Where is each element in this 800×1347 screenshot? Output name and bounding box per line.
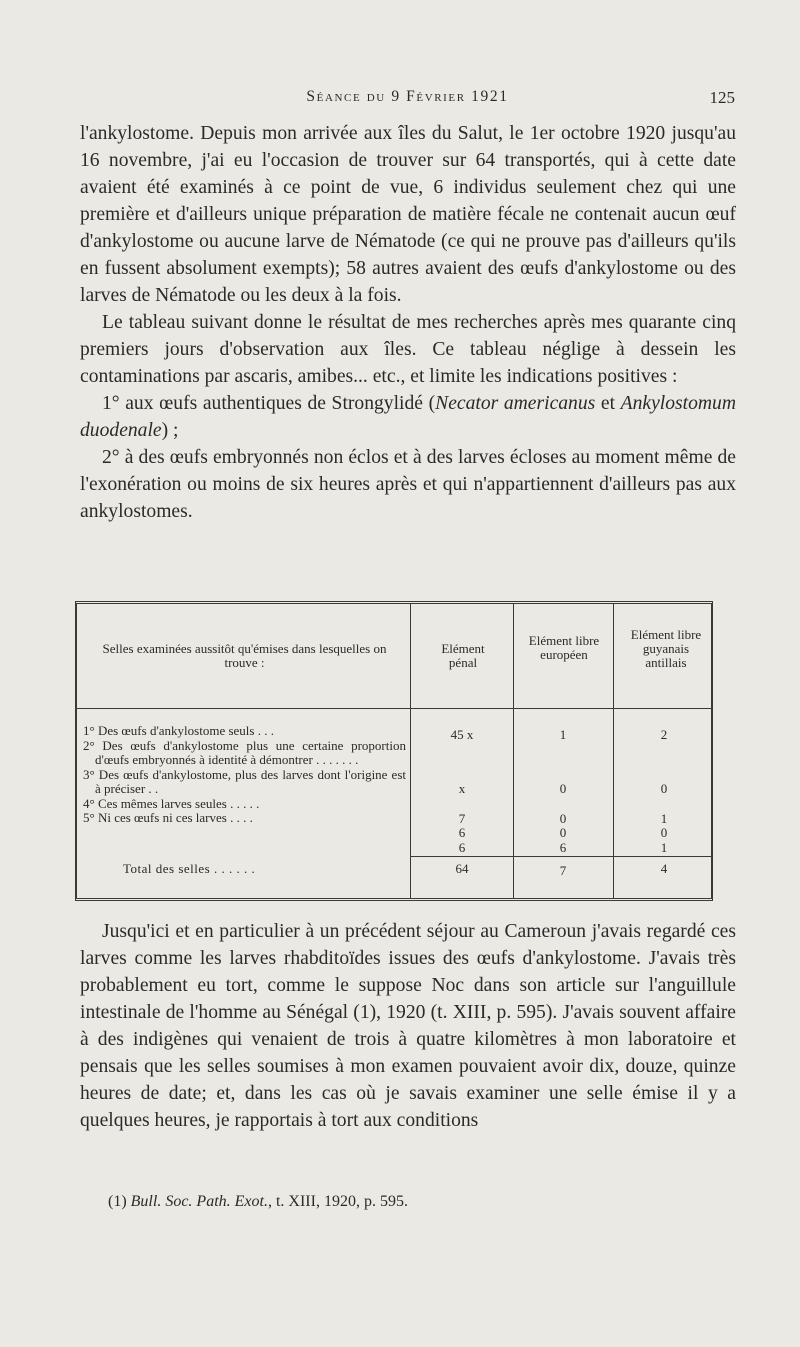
row-labels	[83, 724, 406, 826]
header-col-europeen: Elément libre européen	[528, 633, 600, 662]
list-item-2: 2° à des œufs embryonnés non éclos et à des larves écloses au moment même de l'exonération ou moins de six heures après et qui n'appartiennent d'ailleurs pas aux ankylostomes.	[80, 447, 736, 522]
total-penal: 64	[455, 861, 469, 876]
footnote	[108, 1193, 408, 1211]
cell-penal: 6	[458, 840, 466, 855]
body-text-top	[80, 120, 736, 525]
page-number: 125	[709, 88, 735, 107]
cell-guyanais: 1	[660, 811, 668, 826]
cell-europeen: 1	[559, 727, 567, 742]
cell-guyanais: 1	[660, 840, 668, 855]
list-item-1-species-1: Necator americanus	[435, 393, 596, 414]
list-item-1-mid: et	[595, 393, 621, 414]
paragraph-2: Le tableau suivant donne le résultat de mes recherches après mes quarante cinq premiers jours d'observation aux îles. Ce tableau néglige à dessein les contaminations par ascaris, amibes... etc., et limite les indications positives :	[80, 312, 736, 387]
table-divider	[410, 604, 411, 898]
cell-europeen: 6	[559, 840, 567, 855]
list-item-1-species-2: Ankylostomum duodenale	[80, 393, 736, 441]
header-col-guyanais: Elément libre guyanais antillais	[630, 627, 702, 670]
cell-penal: x	[458, 781, 466, 796]
header-rule	[77, 708, 711, 709]
cell-penal: 7	[458, 811, 466, 826]
total-guyanais: 4	[660, 861, 668, 876]
paragraph-1: l'ankylostome. Depuis mon arrivée aux îles du Salut, le 1er octobre 1920 jusqu'au 16 novembre, j'ai eu l'occasion de trouver sur 64 transportés, qui à cette date avaient été examinés à ce point de vue, 6 individus seulement chez qui une première et d'ailleurs unique préparation de matière fécale ne contenait aucun œuf d'ankylostome ou aucune larve de Nématode (ce qui ne prouve pas d'ailleurs qu'ils en fussent absolument exempts); 58 autres avaient des œufs d'ankylostome ou des larves de Nématode ou les deux à la fois.	[80, 123, 736, 306]
footnote-marker: (1)	[108, 1193, 131, 1210]
results-table	[75, 601, 713, 901]
footnote-citation: , t. XIII, 1920, p. 595.	[267, 1193, 408, 1210]
header-col-penal: Elément pénal	[441, 641, 485, 670]
cell-europeen: 0	[559, 825, 567, 840]
list-item-1	[80, 390, 736, 444]
cell-guyanais: 0	[660, 825, 668, 840]
row-label: 4° Ces mêmes larves seules . . . . .	[83, 795, 260, 811]
cell-guyanais: 0	[660, 781, 668, 796]
cell-penal: 6	[458, 825, 466, 840]
footnote-journal: Bull. Soc. Path. Exot.	[130, 1193, 268, 1210]
paragraph-3: Jusqu'ici et en particulier à un précédent séjour au Cameroun j'avais regardé ces larves comme les larves rhabditoïdes issues des œufs d'ankylostome. J'avais très probablement eu tort, comme le suppose Noc dans son article sur l'anguillule intestinale de l'homme au Sénégal (1), 1920 (t. XIII, p. 595). J'avais souvent affaire à des indigènes qui venaient de trois à quatre kilomètres à mon laboratoire et pensais que les selles soumises à mon examen pouvaient avoir dix, douze, quinze heures de date; et, dans les cas où je savais examiner une selle émise il y a quelques heures, je rapportais à tort aux conditions	[80, 921, 736, 1131]
cell-europeen: 0	[559, 811, 567, 826]
running-head	[80, 88, 735, 114]
row-label: 5° Ni ces œufs ni ces larves . . . .	[83, 810, 253, 825]
total-europeen: 7	[559, 863, 567, 878]
list-item-1-prefix: 1° aux œufs authentiques de Strongylidé (	[102, 393, 436, 414]
list-item-1-suffix: ) ;	[161, 420, 179, 441]
row-label: 2° Des œufs d'ankylostome plus une certaine proportion d'œufs embryonnés à identité à démontrer . . . . . . .	[83, 737, 406, 767]
running-title: Séance du 9 Février 1921	[306, 88, 509, 105]
body-text-bottom	[80, 918, 736, 1134]
total-rule	[410, 856, 711, 857]
total-label: Total des selles . . . . . .	[123, 861, 256, 876]
cell-guyanais: 2	[660, 727, 668, 742]
header-col-selles: Selles examinées aussitôt qu'émises dans lesquelles on trouve :	[102, 641, 387, 670]
row-label: 3° Des œufs d'ankylostome, plus des larves dont l'origine est à préciser . .	[83, 766, 406, 796]
cell-penal: 45 x	[450, 727, 474, 742]
cell-europeen: 0	[559, 781, 567, 796]
row-label: 1° Des œufs d'ankylostome seuls . . .	[83, 723, 274, 738]
